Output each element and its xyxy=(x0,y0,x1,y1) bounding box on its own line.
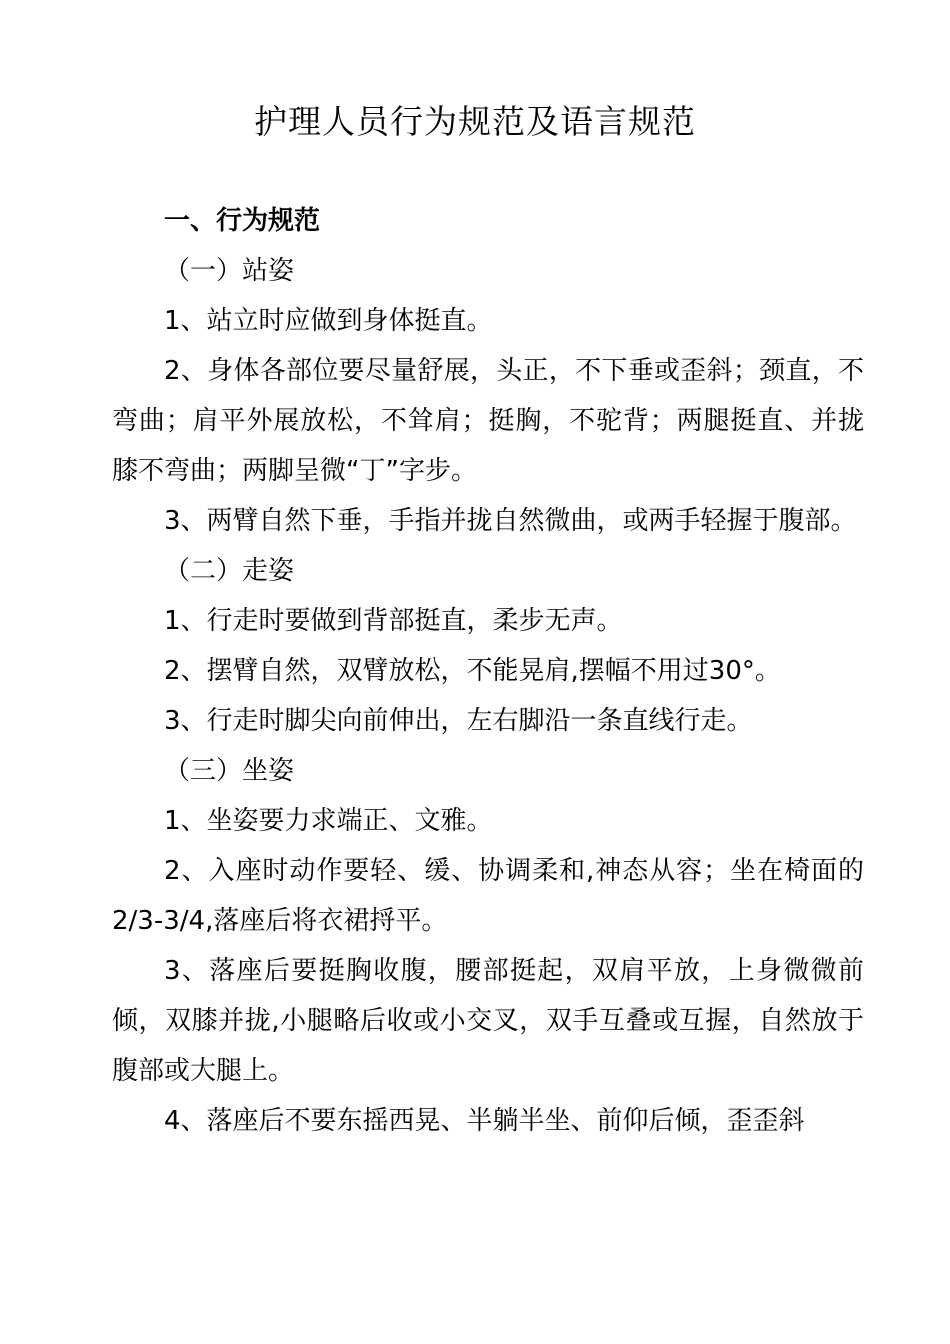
paragraph-sitting-2: 2、入座时动作要轻、缓、协调柔和,神态从容；坐在椅面的2/3-3/4,落座后将衣裙捋平。 xyxy=(112,856,864,936)
subsection-heading-walking: （二）走姿 xyxy=(164,556,295,586)
document-body xyxy=(112,196,864,1146)
section-heading-behavior: 一、行为规范 xyxy=(164,206,321,236)
subsection-heading-sitting: （三）坐姿 xyxy=(164,756,295,786)
paragraph-standing-3: 3、两臂自然下垂，手指并拢自然微曲，或两手轻握于腹部。 xyxy=(164,506,857,536)
subsection-heading-standing: （一）站姿 xyxy=(164,256,295,286)
paragraph-walking-3: 3、行走时脚尖向前伸出，左右脚沿一条直线行走。 xyxy=(164,706,753,736)
paragraph-standing-1: 1、站立时应做到身体挺直。 xyxy=(164,306,493,336)
paragraph-sitting-3: 3、落座后要挺胸收腹，腰部挺起，双肩平放，上身微微前倾，双膝并拢,小腿略后收或小交叉，双手互叠或互握，自然放于腹部或大腿上。 xyxy=(112,956,864,1086)
paragraph-walking-2: 2、摆臂自然，双臂放松，不能晃肩,摆幅不用过30°。 xyxy=(164,656,781,686)
paragraph-sitting-1: 1、坐姿要力求端正、文雅。 xyxy=(164,806,493,836)
paragraph-sitting-4: 4、落座后不要东摇西晃、半躺半坐、前仰后倾，歪歪斜 xyxy=(164,1106,805,1136)
document-title: 护理人员行为规范及语言规范 xyxy=(254,102,696,141)
paragraph-walking-1: 1、行走时要做到背部挺直，柔步无声。 xyxy=(164,606,623,636)
paragraph-standing-2: 2、身体各部位要尽量舒展，头正，不下垂或歪斜；颈直，不弯曲；肩平外展放松，不耸肩；挺胸，不驼背；两腿挺直、并拢膝不弯曲；两脚呈微“丁”字步。 xyxy=(112,356,864,486)
